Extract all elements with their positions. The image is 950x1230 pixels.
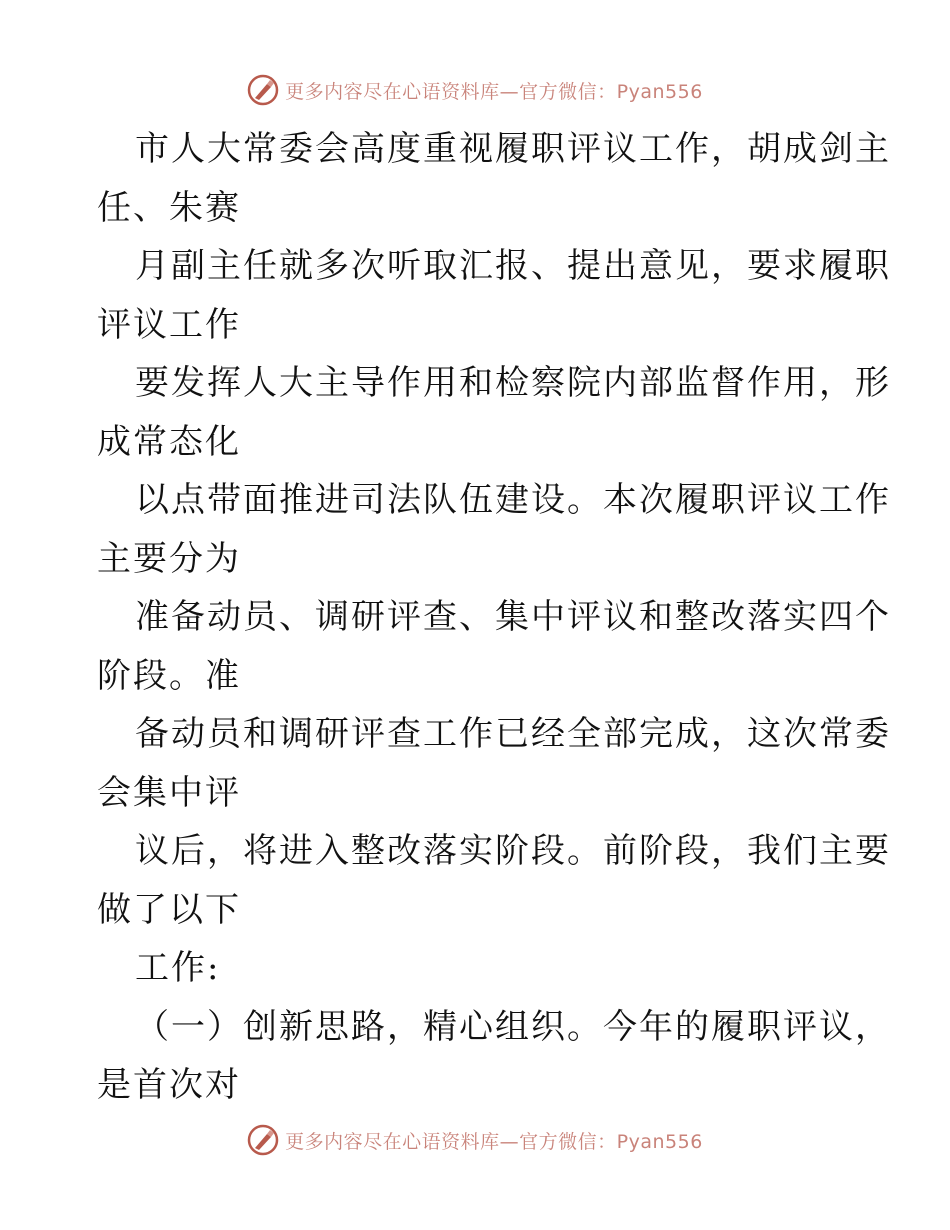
text-line: 要发挥人大主导作用和检察院内部监督作用，形 — [135, 363, 891, 403]
text-line: 月副主任就多次听取汇报、提出意见，要求履职 — [135, 246, 891, 286]
text-line: 主要分为 — [97, 538, 241, 579]
text-line: （一）创新思路，精心组织。今年的履职评议， — [135, 1006, 891, 1047]
text-line: 做了以下 — [97, 889, 241, 930]
text-line: 准备动员、调研评查、集中评议和整改落实四个 — [135, 597, 891, 637]
text-line: 议后，将进入整改落实阶段。前阶段，我们主要 — [135, 831, 891, 871]
document-body — [97, 120, 891, 1115]
text-line: 会集中评 — [97, 772, 241, 813]
text-line: 任、朱赛 — [97, 187, 241, 228]
header-watermark — [0, 70, 950, 110]
text-line: 市人大常委会高度重视履职评议工作，胡成剑主 — [135, 129, 891, 169]
text-line: 以点带面推进司法队伍建设。本次履职评议工作 — [135, 480, 891, 520]
text-line: 阶段。准 — [97, 655, 241, 696]
pen-logo-icon — [247, 1124, 279, 1156]
watermark-text: 更多内容尽在心语资料库—官方微信：Pyan556 — [285, 1130, 703, 1153]
watermark-text: 更多内容尽在心语资料库—官方微信：Pyan556 — [285, 80, 703, 103]
text-line: 评议工作 — [97, 304, 241, 345]
text-line: 成常态化 — [97, 421, 241, 462]
pen-logo-icon — [247, 74, 279, 106]
text-line: 备动员和调研评查工作已经全部完成，这次常委 — [135, 714, 891, 754]
text-line: 工作: — [135, 948, 221, 988]
text-line: 是首次对 — [97, 1065, 241, 1105]
footer-watermark — [0, 1120, 950, 1160]
